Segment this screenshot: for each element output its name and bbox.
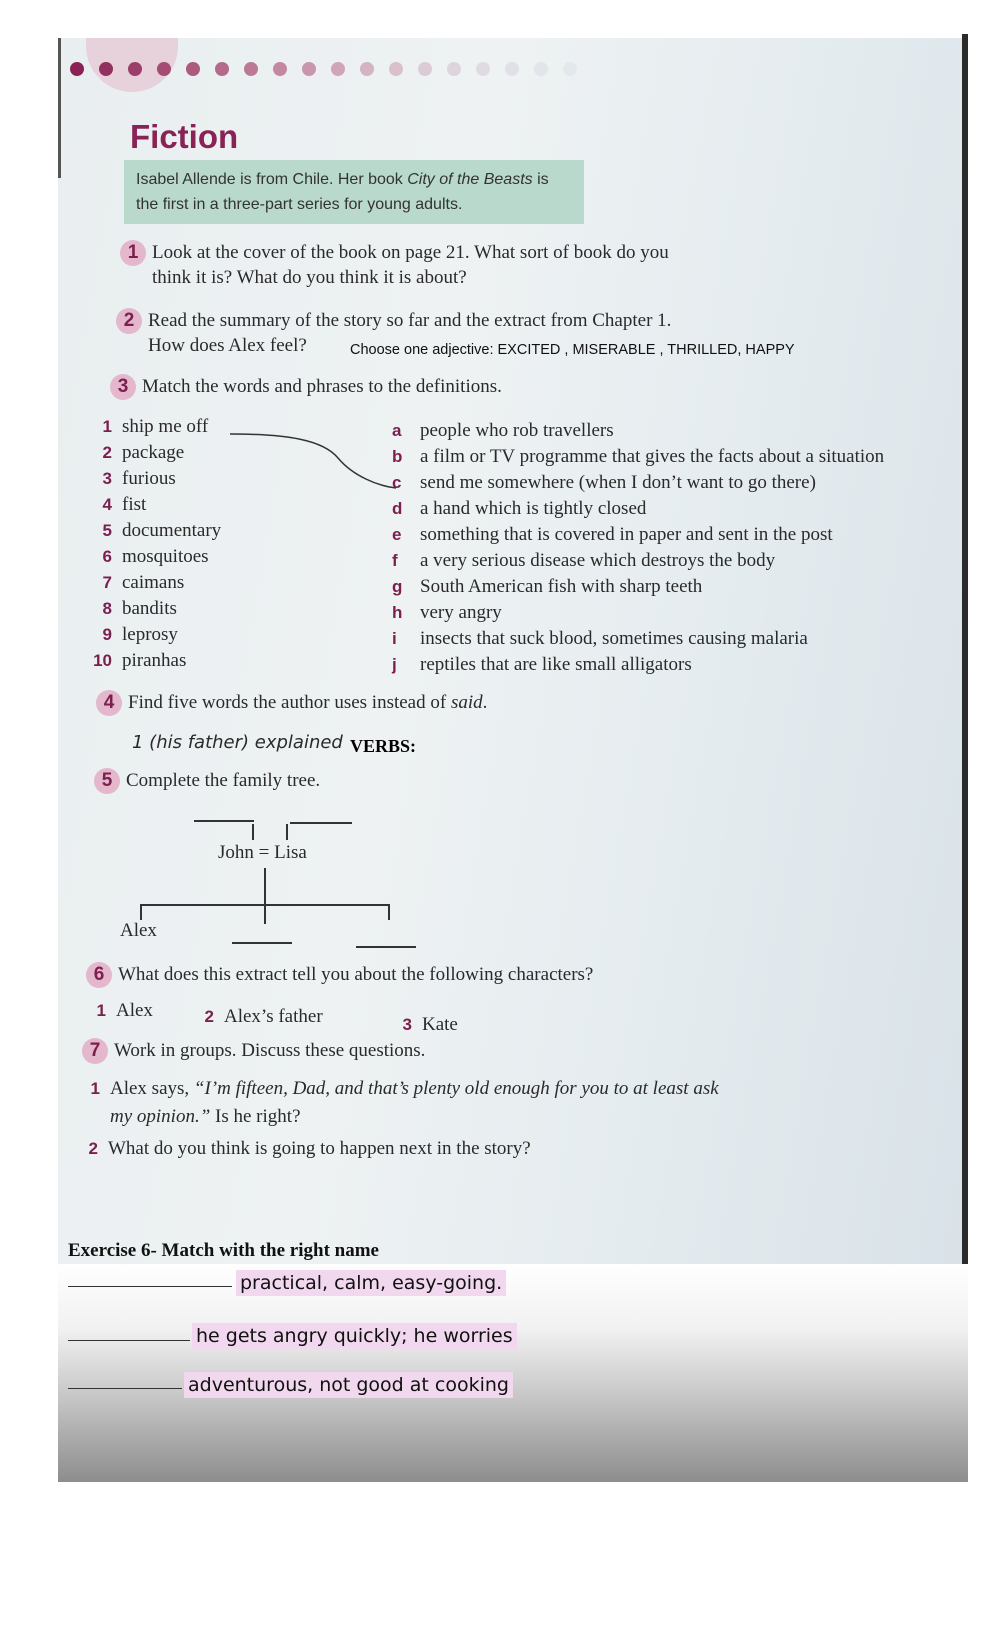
blank-grandparent-2 [290, 822, 352, 824]
answer-blank-2[interactable] [68, 1340, 190, 1341]
match-definition-list [392, 420, 952, 680]
question-number-badge: 2 [116, 308, 142, 334]
question-number-badge: 4 [96, 690, 122, 716]
question-number-badge: 5 [94, 768, 120, 794]
match-definition-item: a people who rob travellers [392, 420, 614, 441]
section-title: Fiction [130, 118, 239, 155]
question-6 [86, 962, 846, 990]
match-word-item: 9 leprosy [102, 624, 178, 645]
child-name-alex: Alex [120, 920, 157, 941]
character-item: 3 Kate [402, 1014, 458, 1035]
match-word-item: 8 bandits [102, 598, 177, 619]
page-right-edge [962, 34, 968, 1264]
match-definition-item: f a very serious disease which destroys the body [392, 550, 776, 571]
blank-grandparent-1 [194, 820, 254, 822]
character-item: 1 Alex [96, 1000, 153, 1021]
description-1: practical, calm, easy-going. [236, 1270, 506, 1296]
question-3-text: Match the words and phrases to the definitions. [142, 376, 502, 397]
question-1-line-2: think it is? What do you think it is about? [152, 267, 467, 288]
intro-text-before: Isabel Allende is from Chile. Her book [136, 171, 408, 188]
question-2-line-1: Read the summary of the story so far and the extract from Chapter 1. [148, 310, 672, 331]
match-word-item: 6 mosquitoes [102, 546, 209, 567]
match-definition-item: e something that is covered in paper and sent in the post [392, 524, 833, 545]
adjective-note: Choose one adjective: EXCITED , MISERABLE , THRILLED, HAPPY [350, 342, 795, 358]
match-word-item: 1 ship me off [102, 416, 209, 437]
discussion-item-2: 2 What do you think is going to happen next in the story? [88, 1138, 531, 1159]
match-definition-item: b a film or TV programme that gives the facts about a situation [392, 446, 885, 467]
question-4-example: 1 (his father) explained [132, 732, 343, 753]
question-3 [110, 374, 710, 402]
match-word-item: 10 piranhas [93, 650, 187, 671]
question-4 [96, 690, 796, 718]
question-6-text: What does this extract tell you about the following characters? [118, 964, 594, 985]
decorative-dot-row [70, 62, 592, 81]
match-connector-line [228, 428, 408, 498]
match-word-item: 3 furious [102, 468, 176, 489]
parents-names: John = Lisa [218, 842, 307, 863]
description-3: adventurous, not good at cooking [184, 1372, 513, 1398]
question-number-badge: 6 [86, 962, 112, 988]
discussion-item-1: 1 Alex says, “I’m fifteen, Dad, and that’s plenty old enough for you to at least ask [90, 1078, 719, 1099]
question-5-text: Complete the family tree. [126, 770, 321, 791]
question-7-text: Work in groups. Discuss these questions. [114, 1040, 426, 1061]
verbs-label: VERBS: [350, 736, 417, 756]
discussion-item-1-cont: my opinion.” Is he right? [110, 1106, 301, 1127]
question-2 [116, 308, 936, 360]
question-2-line-2: How does Alex feel? [148, 335, 307, 356]
description-2: he gets angry quickly; he worries [192, 1323, 517, 1349]
page-edge-shadow [58, 38, 61, 178]
answer-blank-1[interactable] [68, 1286, 232, 1287]
answer-blank-3[interactable] [68, 1388, 182, 1389]
match-definition-item: c send me somewhere (when I don’t want to go there) [392, 472, 816, 493]
match-definition-item: j reptiles that are like small alligators [392, 654, 692, 675]
match-definition-item: i insects that suck blood, sometimes causing malaria [392, 628, 808, 649]
match-word-item: 4 fist [102, 494, 147, 515]
question-number-badge: 1 [120, 240, 146, 266]
question-number-badge: 7 [82, 1038, 108, 1064]
match-definition-item: d a hand which is tightly closed [392, 498, 647, 519]
question-7 [82, 1038, 682, 1066]
question-number-badge: 3 [110, 374, 136, 400]
question-5 [94, 768, 594, 796]
character-item: 2 Alex’s father [204, 1006, 323, 1027]
question-1 [120, 240, 820, 292]
blank-child-3 [356, 946, 416, 948]
match-definition-item: h very angry [392, 602, 502, 623]
textbook-page [58, 38, 968, 1264]
match-definition-item: g South American fish with sharp teeth [392, 576, 703, 597]
intro-box [124, 160, 584, 224]
blank-child-2 [232, 942, 292, 944]
question-4-text: Find five words the author uses instead of said. [128, 692, 488, 713]
exercise-6-heading: Exercise 6- Match with the right name [68, 1240, 379, 1261]
match-word-item: 7 caimans [102, 572, 185, 593]
question-1-line-1: Look at the cover of the book on page 21. What sort of book do you [152, 242, 669, 263]
match-word-item: 5 documentary [102, 520, 222, 541]
match-word-item: 2 package [102, 442, 185, 463]
intro-text-after: is the first in a three-part series for young adults. [136, 171, 549, 213]
intro-book-title: City of the Beasts [407, 171, 533, 188]
